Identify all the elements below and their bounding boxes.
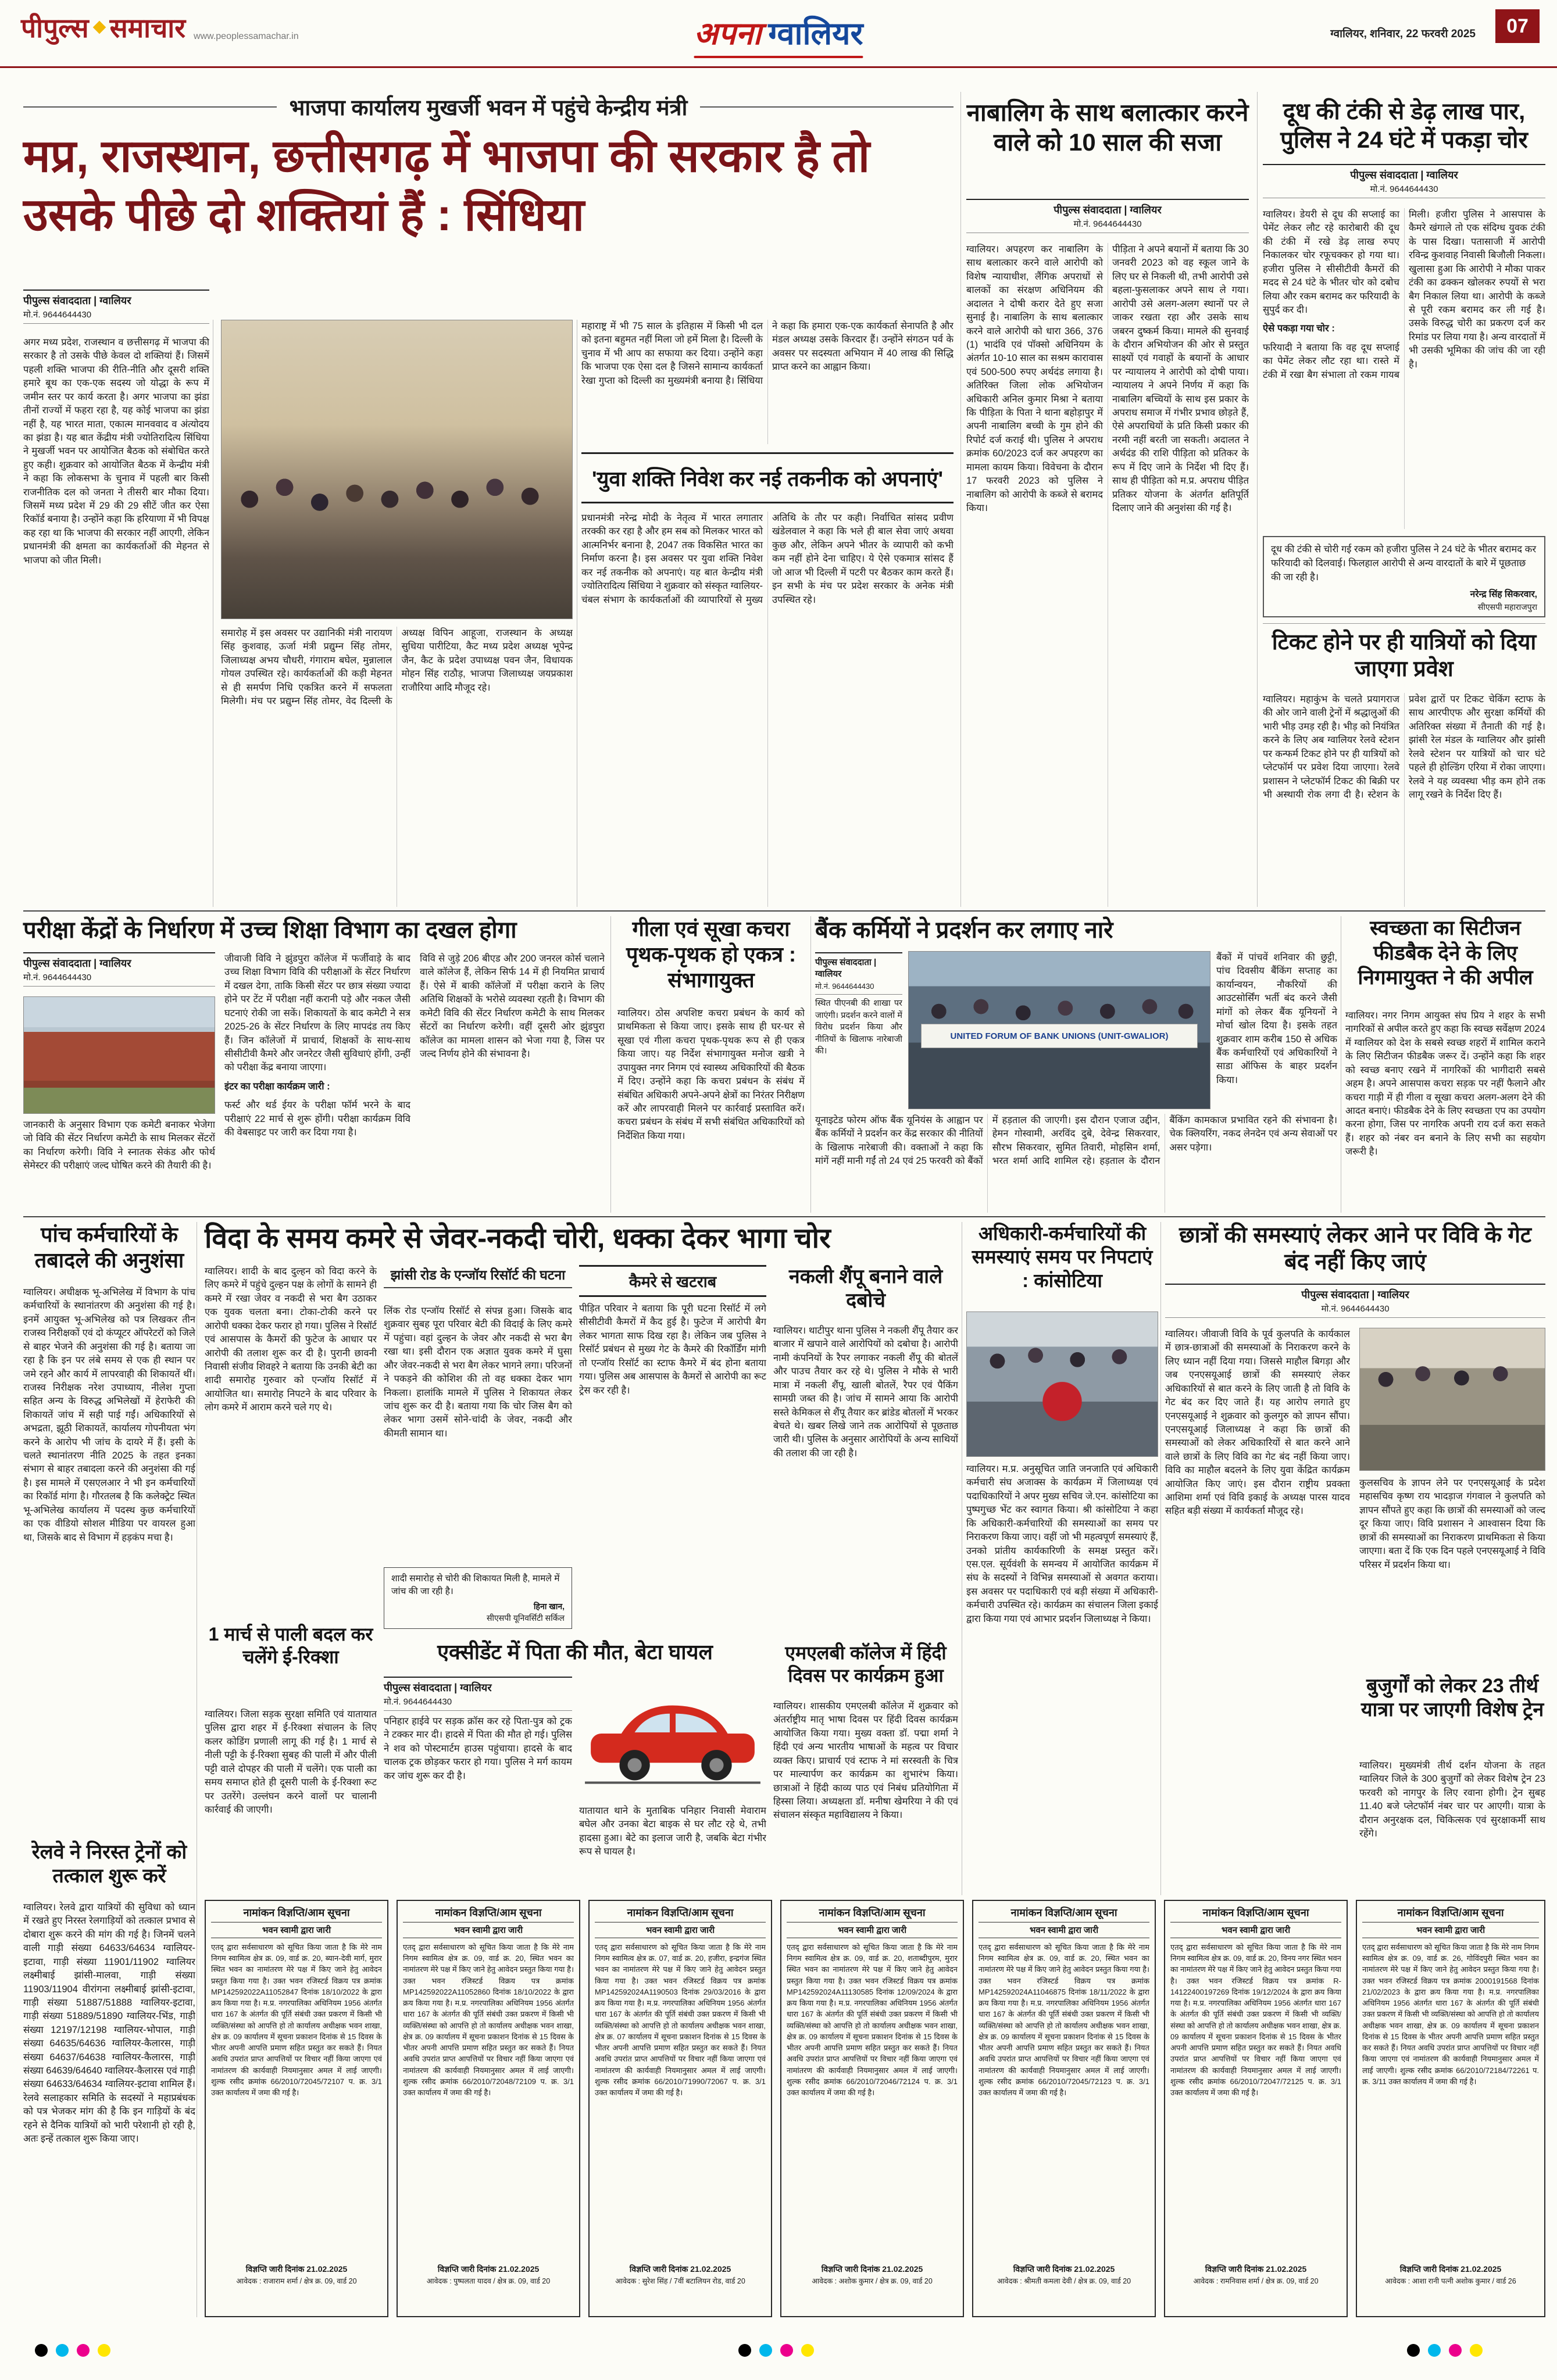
divider (1263, 623, 1545, 624)
edition-underline (694, 56, 863, 58)
reg-dot-black (1407, 2344, 1420, 2357)
classified-body: एतद् द्वारा सर्वसाधारण को सूचित किया जाता है कि मेरे नाम निगम स्वामित्व क्षेत्र क्र. 09, वार्ड क्र. 26, गोविंदपुरी स्थित भवन का नामांतरण मेरे पक्ष में किए जाने हेतु आवेदन प्रस्तुत किया गया है। उक्त भवन रजिस्टर्ड विक्रय पत्र क्रमांक 2000191568 दिनांक 21/02/2023 के द्वारा क्रय किया गया है। म.प्र. नगरपालिका अधिनियम 1956 अंतर्गत धारा 167 के अंतर्गत की पूर्ति संबंधी उक्त प्रकरण में किसी भी व्यक्ति/संस्था को आपत्ति हो तो कार्यालय अधीक्षक भवन शाखा, क्षेत्र क्र. 09 कार्यालय में सूचना प्रकाशन दिनांक से 15 दिवस के भीतर अपनी आपत्ति प्रमाण सहित प्रस्तुत कर सकते हैं। नियत अवधि उपरांत प्राप्त आपत्तियों पर विचार नहीं किया जाएगा एवं नामांतरण की कार्यवाही नियमानुसार अमल में लाई जाएगी। शुल्क रसीद क्रमांक 66/2010/72184/72261 प. क्र. 3/11 उक्त कार्यालय में जमा की गई है। (1362, 1943, 1539, 2086)
exam-body-col-3: विवि से जुड़े 206 बीएड और 200 जनरल कोर्स चलाने वाले कॉलेज हैं, लेकिन सिर्फ 14 में ही नियमित प्राचार्य हैं। ऐसे में बाकी कॉलेजों में परीक्षा कराने के लिए अतिथि शिक्षकों के भरोसे व्यवस्था रहती है। विभाग की कमेटी विवि की सेंटर निर्धारण कमेटी के साथ मिलकर सेंटरों का निर्धारण करेगी। वहीं दूसरी ओर झुंडपुरा कॉलेज का मामला शासन को भेजा गया है, जिस पर जल्द निर्णय होने की संभावना है। (420, 953, 605, 1059)
classified-body: एतद् द्वारा सर्वसाधारण को सूचित किया जाता है कि मेरे नाम निगम स्वामित्व क्षेत्र क्र. 07, वार्ड क्र. 20, हजीरा, इन्द्रगंज स्थित भवन का नामांतरण मेरे पक्ष में किए जाने हेतु आवेदन प्रस्तुत किया गया है। उक्त भवन रजिस्टर्ड विक्रय पत्र क्रमांक MP142592024A1190503 दिनांक 29/03/2016 के द्वारा क्रय किया गया है। म.प्र. नगरपालिका अधिनियम 1956 अंतर्गत धारा 167 के अंतर्गत की पूर्ति संबंधी उक्त प्रकरण में किसी भी व्यक्ति/संस्था को आपत्ति हो तो कार्यालय अधीक्षक भवन शाखा, क्षेत्र क्र. 07 कार्यालय में सूचना प्रकाशन दिनांक से 15 दिवस के भीतर अपनी आपत्ति प्रमाण सहित प्रस्तुत कर सकते हैं। नियत अवधि उपरांत प्राप्त आपत्तियों पर विचार नहीं किया जाएगा एवं नामांतरण की कार्यवाही नियमानुसार अमल में लाई जाएगी। शुल्क रसीद क्रमांक 66/2010/71990/72067 प. क्र. 3/1 उक्त कार्यालय में जमा की गई है। (595, 1943, 766, 2097)
edition-title (694, 10, 863, 58)
classified-applicant: आवेदक : पुष्पलता यादव / क्षेत्र क्र. 09, वार्ड 20 (426, 2277, 551, 2285)
students-body-col-2: कुलसचिव के ज्ञापन लेने पर एनएसयूआई के प्रदेश महासचिव कृष्ण राय भादड़ाज गंगवाल ने कुलपति को ज्ञापन सौंपते हुए कहा कि छात्रों की समस्याओं को जल्द दूर किया जाए। विवि प्रशासन ने आश्वासन दिया कि छात्रों की समस्याओं का निराकरण प्राथमिकता से किया जाएगा। बता दें कि एक दिन पहले एनएसयूआई ने विवि परिसर में प्रदर्शन किया था। (1359, 1478, 1545, 1570)
transfer-headline: पांच कर्मचारियों के तबादले की अनुशंसा (34, 1223, 184, 1272)
divider (610, 916, 611, 1213)
classified-subtitle: भवन स्वामी द्वारा जारी (595, 1922, 766, 1938)
pilgrim-headline: बुजुर्गों को लेकर 23 तीर्थ यात्रा पर जाएगी विशेष ट्रेन (1360, 1675, 1544, 1721)
byline-text: पीपुल्स संवाददाता | ग्वालियर (384, 1682, 492, 1693)
classified-box (1356, 1900, 1545, 2317)
ajaks-headline: अधिकारी-कर्मचारियों की समस्याएं समय पर निपटाएं : कांसोटिया (972, 1223, 1153, 1291)
waste-headline: गीला एवं सूखा कचरा पृथक-पृथक हो एकत्र : संभागायुक्त (626, 917, 797, 992)
accident-body-col-2: यातायात थाने के मुताबिक पनिहार निवासी मेवाराम बघेल और उनका बेटा बाइक से घर लौट रहे थे, तभी हादसा हुआ। बेटे का इलाज जारी है, जबकि बेटा गंभीर रूप से घायल है। (579, 1806, 766, 1857)
lead-kicker (23, 92, 954, 122)
website-url: www.peoplessamachar.in (194, 31, 299, 41)
paper-name-2: समाचार (109, 13, 186, 43)
edition-word-1: अपना (694, 16, 762, 51)
byline-phone: मो.नं. 9644644430 (1321, 1304, 1390, 1314)
bank-banner-text: UNITED FORUM OF BANK UNIONS (UNIT-GWALIOR) (921, 1024, 1198, 1048)
bank-side-col: बैंकों में पांचवें शनिवार की छुट्टी, पांच दिवसीय बैंकिंग सप्ताह का कार्यान्वयन, नौकरियों की आउटसोर्सिंग भर्ती बंद करने जैसी मांगों को लेकर बैंक यूनियनों ने मोर्चा खोल दिया है। इसके तहत शुक्रवार शाम करीब 150 से अधिक बैंक कर्मचारियों एवं अधिकारियों ने साडा ऑफिस के बाहर प्रदर्शन किया। (1216, 952, 1337, 1085)
note-text: शादी समारोह से चोरी की शिकायत मिली है, मामले में जांच की जा रही है। (391, 1574, 560, 1596)
classified-box (972, 1900, 1156, 2317)
quote-text: दूध की टंकी से चोरी गई रकम को हजीरा पुलिस ने 24 घंटे के भीतर बरामद कर फरियादी को दिलवाई। फिलहाल आरोपी से अन्य वारदातों के बारे में पूछताछ की जा रही है। (1271, 544, 1537, 583)
classified-applicant: आवेदक : रामनिवास शर्मा / क्षेत्र क्र. 09, वार्ड 20 (1193, 2277, 1319, 2285)
mlb-headline: एमएलबी कॉलेज में हिंदी दिवस पर कार्यक्रम हुआ (785, 1642, 947, 1686)
milk-body (1263, 208, 1545, 529)
exam-byline (23, 952, 215, 987)
swachh-headline: स्वच्छता का सिटीजन फीडबैक देने के लिए निगमायुक्त ने की अपील (1358, 917, 1533, 989)
byline-text: पीपुल्स संवाददाता | ग्वालियर (1350, 169, 1458, 181)
reg-dot-black (738, 2344, 751, 2357)
byline-phone: मो.नं. 9644644430 (23, 310, 92, 320)
masthead-logo (21, 9, 299, 45)
pilgrim-body: ग्वालियर। मुख्यमंत्री तीर्थ दर्शन योजना के तहत ग्वालियर जिले के 300 बुजुर्गों को लेकर विशेष ट्रेन 23 फरवरी को नागपुर के लिए रवाना होगी। ट्रेन सुबह 11.40 बजे प्लेटफॉर्म नंबर चार पर आएगी। यात्रा के दौरान अनुरक्षक दल, चिकित्सक एवं सुरक्षाकर्मी साथ रहेंगे। (1359, 1760, 1545, 1839)
students-byline (1165, 1284, 1545, 1318)
classified-applicant: आवेदक : आशा रानी पत्नी अशोक कुमार / वार्ड 26 (1385, 2277, 1516, 2285)
reg-dot-yellow (801, 2344, 814, 2357)
classified-body: एतद् द्वारा सर्वसाधारण को सूचित किया जाता है कि मेरे नाम निगम स्वामित्व क्षेत्र क्र. 09, वार्ड क्र. 20, स्थित भवन का नामांतरण मेरे पक्ष में किए जाने हेतु आवेदन प्रस्तुत किया गया है। उक्त भवन रजिस्टर्ड विक्रय पत्र क्रमांक MP142592024A11046875 दिनांक 18/11/2022 के द्वारा क्रय किया गया है। म.प्र. नगरपालिका अधिनियम 1956 अंतर्गत धारा 167 के अंतर्गत की पूर्ति संबंधी उक्त प्रकरण में किसी भी व्यक्ति/संस्था को आपत्ति हो तो कार्यालय अधीक्षक भवन शाखा, क्षेत्र क्र. 09 कार्यालय में सूचना प्रकाशन दिनांक से 15 दिवस के भीतर अपनी आपत्ति प्रमाण सहित प्रस्तुत कर सकते हैं। नियत अवधि उपरांत प्राप्त आपत्तियों पर विचार नहीं किया जाएगा एवं नामांतरण की कार्यवाही नियमानुसार अमल में लाई जाएगी। शुल्क रसीद क्रमांक 66/2010/72045/72123 प. क्र. 3/1 उक्त कार्यालय में जमा की गई है। (979, 1943, 1149, 2097)
lead-photo (221, 320, 573, 619)
exam-college-photo (23, 996, 215, 1114)
classified-footer-date: विज्ञप्ति जारी दिनांक 21.02.2025 (437, 2264, 540, 2274)
milk-headline: दूध की टंकी से डेढ़ लाख पार, पुलिस ने 24 घंटे में पकड़ा चोर (1280, 99, 1528, 153)
paragraph: ग्वालियर। डेयरी से दूध की सप्लाई का पेमेंट लेकर लौट रहे कारोबारी की दूध की टंकी में रखे डेढ़ लाख रुपए निकालकर चोर रफूचक्कर हो गया था। हजीरा पुलिस ने सीसीटीवी कैमरों की मदद से 24 घंटे के भीतर चोर को दबोच लिया और रकम बरामद कर फरियादी के सुपुर्द कर दी। (1263, 209, 1399, 315)
paragraph: फरियादी ने बताया कि वह दूध सप्लाई का पेमेंट लेकर लौट रहा था। रास्ते में टंकी में रखा बैग संभाला तो रकम गायब मिली। हजीरा पुलिस ने आसपास के कैमरे खंगाले तो एक संदिग्ध युवक टंकी के पास दिखा। पतासाजी में आरोपी रविन्द्र कुशवाह निवासी बिजौली निकला। खुलासा हुआ कि आरोपी ने मौका पाकर टंकी का ढक्कन खोलकर रुपयों से भरा बैग निकाल लिया था। आरोपी के कब्जे से पूरी रकम बरामद कर ली गई है। उसके विरुद्ध चोरी का प्रकरण दर्ज कर रिमांड पर लिया गया है। अन्य वारदातों में भी उसकी भूमिका की जांच की जा रही है। (1263, 209, 1545, 380)
classified-box (780, 1900, 964, 2317)
classified-footer-date: विज्ञप्ति जारी दिनांक 21.02.2025 (1205, 2264, 1307, 2274)
classified-body: एतद् द्वारा सर्वसाधारण को सूचित किया जाता है कि मेरे नाम निगम स्वामित्व क्षेत्र क्र. 09, वार्ड क्र. 20, स्थित भवन का नामांतरण मेरे पक्ष में किए जाने हेतु आवेदन प्रस्तुत किया गया है। उक्त भवन रजिस्टर्ड विक्रय पत्र क्रमांक MP142592022A11052860 दिनांक 18/10/2022 के द्वारा क्रय किया गया है। म.प्र. नगरपालिका अधिनियम 1956 अंतर्गत धारा 167 के अंतर्गत की पूर्ति संबंधी उक्त प्रकरण में किसी भी व्यक्ति/संस्था को आपत्ति हो तो कार्यालय अधीक्षक भवन शाखा, क्षेत्र क्र. 09 कार्यालय में सूचना प्रकाशन दिनांक से 15 दिवस के भीतर अपनी आपत्ति प्रमाण सहित प्रस्तुत कर सकते हैं। नियत अवधि उपरांत प्राप्त आपत्तियों पर विचार नहीं किया जाएगा एवं नामांतरण की कार्यवाही नियमानुसार अमल में लाई जाएगी। शुल्क रसीद क्रमांक 66/2010/72048/72109 प. क्र. 3/1 उक्त कार्यालय में जमा की गई है। (403, 1943, 574, 2097)
accident-headline: एक्सीडेंट में पिता की मौत, बेटा घायल (437, 1640, 713, 1664)
quote-signature (1271, 588, 1537, 613)
masthead-rule (0, 66, 1557, 68)
transfer-body: ग्वालियर। अधीक्षक भू-अभिलेख में विभाग के पांच कर्मचारियों के स्थानांतरण की अनुशंसा की गई है। इनमें आयुक्त भू-अभिलेख को पत्र लिखकर तीन राजस्व निरीक्षकों एवं दो कंप्यूटर ऑपरेटरों को जिले से बाहर भेजने की अनुशंसा की गई है। बताया जा रहा है कि इन पर लंबे समय से एक ही स्थान पर जमे रहने और कार्य में लापरवाही की शिकायतें थीं। राजस्व निरीक्षक नरेश उपाध्याय, नीलेश गुप्ता सहित अन्य के विरुद्ध अभिलेखों में हेराफेरी की शिकायतें जांच में सही पाई गईं। अधिकारियों से अभद्रता, झूठी शिकायतें, कार्यालय गोपनीयता भंग करने के आरोप भी जांच के दायरे में हैं। इसी के चलते स्थानांतरण नीति 2025 के तहत इनका संभाग से बाहर तबादला करने की अनुशंसा की गई है। इस मामले में एसएलआर ने भी इन कर्मचारियों का रिकॉर्ड मांगा है। गौरतलब है कि कलेक्ट्रेट स्थित भू-अभिलेख कार्यालय में पदस्थ कुछ कर्मचारियों का एक वीडियो सोशल मीडिया पर वायरल हुआ था, जिसके बाद से विभाग में हड़कंप मचा है। (23, 1287, 195, 1543)
students-body-col-1: ग्वालियर। जीवाजी विवि के पूर्व कुलपति के कार्यकाल में छात्र-छात्राओं की समस्याओं के निराकरण करने के लिए ध्यान नहीं दिया गया। जिससे माहौल बिगड़ा और जब एनएसयूआई छात्रों की समस्याएं लेकर अधिकारियों से बात करने के लिए जाती है तो विवि के गेट बंद कर दिए जाते हैं। यह आरोप लगाते हुए एनएसयूआई ने शुक्रवार को कुलगुरु को ज्ञापन सौंपा। एनएसयूआई जिलाध्यक्ष ने कहा कि छात्रों की समस्याओं को लेकर अधिकारियों से बात करने आने वाले छात्रों के लिए विवि का गेट बंद नहीं किया जाए। विवि का माहौल बदलने के लिए युवा केंद्रित कार्यक्रम आयोजित किए जाएं। इस दौरान राष्ट्रीय प्रवक्ता आशिमा शर्मा एवं विवि इकाई के अध्यक्ष पारस यादव सहित बड़ी संख्या में कार्यकर्ता मौजूद रहे। (1165, 1329, 1350, 1517)
classified-subtitle: भवन स्वामी द्वारा जारी (1362, 1922, 1539, 1938)
reg-dot-yellow (1470, 2344, 1483, 2357)
classified-title: नामांकन विज्ञप्ति/आम सूचना (595, 1906, 766, 1922)
bank-byline (815, 952, 902, 995)
classified-box (588, 1900, 772, 2317)
paragraph: ग्वालियर। अपहरण कर नाबालिग के साथ बलात्कार करने वाले आरोपी को विशेष न्यायाधीश, लैंगिक अपराधों से बालकों का संरक्षण अधिनियम की अदालत ने दोषी करार देते हुए सजा सुनाई है। नाबालिग के साथ बलात्कार करने वाले आरोपी को धारा 366, 376 (1) भादंवि एवं पॉक्सो अधिनियम के अंतर्गत 10-10 साल का सश्रम कारावास एवं 500-500 रुपए अर्थदंड लगाया है। अतिरिक्त जिला लोक अभियोजन अधिकारी अनिल कुमार मिश्रा ने बताया कि पीड़िता के पिता ने थाना बहोड़ापुर में अपनी नाबालिग बच्ची के गुम होने की रिपोर्ट दर्ज कराई थी। पुलिस ने अपराध क्रमांक 60/2023 दर्ज कर अपहरण का मामला कायम किया। विवेचना के दौरान 17 फरवरी 2023 को पुलिस ने नाबालिग को आरोपी के कब्जे से बरामद किया। (966, 244, 1103, 514)
paragraph: पीड़िता ने अपने बयानों में बताया कि 30 जनवरी 2023 को वह स्कूल जाने के लिए घर से निकली थी, तभी आरोपी उसे बहला-फुसलाकर अपने साथ ले गया। आरोपी उसे अलग-अलग स्थानों पर ले जाकर रखता रहा और उसके साथ जबरन दुष्कर्म किया। मामले की सुनवाई के दौरान अभियोजन की ओर से प्रस्तुत साक्ष्यों एवं गवाहों के बयानों के आधार पर न्यायालय ने आरोपी को दोषी पाया। न्यायालय ने अपने निर्णय में कहा कि नाबालिग बच्चियों के साथ इस प्रकार के अपराध समाज में गंभीर प्रभाव छोड़ते हैं, ऐसे अपराधियों के प्रति किसी प्रकार की नरमी नहीं बरती जा सकती। अदालत ने अर्थदंड की राशि पीड़िता को प्रतिकर के रूप में दिए जाने के निर्देश भी दिए हैं। साथ ही पीड़िता को म.प्र. अपराध पीड़ित प्रतिकर योजना के अंतर्गत क्षतिपूर्ति दिलाए जाने की अनुशंसा की गई है। (1112, 244, 1249, 514)
paper-name-1: पीपुल्स (21, 13, 89, 43)
classified-title: नामांकन विज्ञप्ति/आम सूचना (403, 1906, 574, 1922)
swachh-body: ग्वालियर। नगर निगम आयुक्त संघ प्रिय ने शहर के सभी नागरिकों से अपील करते हुए कहा कि स्वच्छ सर्वेक्षण 2024 में ग्वालियर को देश के सबसे स्वच्छ शहरों में शामिल कराने के लिए सिटीजन फीडबैक जरूर दें। उन्होंने कहा कि शहर को स्वच्छ बनाए रखने में नागरिकों की भागीदारी सबसे अहम है। अपने आसपास कचरा सड़क पर नहीं फैलाने और कचरा गाड़ी में ही गीला व सूखा कचरा अलग-अलग देने की आदत बनाएं। फीडबैक देने के लिए स्वच्छता एप का उपयोग करना होगा, जिस पर नागरिक अपनी राय दर्ज करा सकते हैं। शहर को नंबर वन बनाने के लिए सभी का सहयोग जरूरी है। (1345, 1010, 1545, 1157)
byline-phone: मो.नं. 9644644430 (23, 973, 92, 982)
ticket-headline: टिकट होने पर ही यात्रियों को दिया जाएगा प्रवेश (1272, 630, 1537, 682)
byline-phone: मो.नं. 9644644430 (1073, 219, 1142, 229)
classified-box (205, 1900, 388, 2317)
classified-applicant: आवेदक : अशोक कुमार / क्षेत्र क्र. 09, वार्ड 20 (812, 2277, 933, 2285)
students-photo (1359, 1328, 1545, 1471)
sign-name: हिना खान, (533, 1602, 565, 1611)
ajaks-body: ग्वालियर। म.प्र. अनुसूचित जाति जनजाति एवं अधिकारी कर्मचारी संघ अजाक्स के कार्यक्रम में जिलाध्यक्ष एवं पदाधिकारियों ने अपर मुख्य सचिव जे.एन. कांसोटिया का पुष्पगुच्छ भेंट कर स्वागत किया। श्री कांसोटिया ने कहा कि अधिकारी-कर्मचारियों की समस्याओं का समय पर निराकरण किया जाए। वहीं जो भी महत्वपूर्ण समस्याएं हैं, उनको प्रांतीय कार्यकारिणी के समक्ष प्रस्तुत करें। एस.एल. सूर्यवंशी के समन्वय में आयोजित कार्यक्रम में संघ के सदस्यों ने विभिन्न समस्याओं से अवगत कराया। इस अवसर पर पदाधिकारी एवं बड़ी संख्या में अधिकारी-कर्मचारी उपस्थित रहे। कार्यक्रम का संचालन जिला इकाई द्वारा किया गया एवं आभार प्रदर्शन जिलाध्यक्ष ने किया। (966, 1464, 1158, 1624)
divider (960, 92, 961, 907)
bank-headline: बैंक कर्मियों ने प्रदर्शन कर लगाए नारे (815, 917, 1113, 943)
paragraph: जीवाजी विवि ने झुंडपुरा कॉलेज में फर्जीवाड़े के बाद उच्च शिक्षा विभाग विवि की परीक्षाओं के सेंटर निर्धारण में दखल देगा, ताकि किसी सेंटर पर छात्र संख्या ज्यादा होने पर टेंट में परीक्षा नहीं करानी पड़े और नकल जैसी घटनाएं रोकी जा सकें। शिकायतों के बाद कमेटी ने सत्र 2025-26 के सेंटर निर्धारण के लिए मापदंड तय किए हैं। जिन कॉलेजों में प्राचार्य, शिक्षकों के साथ-साथ सीसीटीवी कैमरे और जनरेटर जैसी सुविधाएं होंगी, उन्हीं को परीक्षा केंद्र बनाया जाएगा। (224, 953, 410, 1073)
bank-left-snippet: स्थित पीएनबी की शाखा पर जाएंगी। प्रदर्शन करने वालों में विरोध प्रदर्शन किया और नीतियों के खिलाफ नारेबाजी की। (815, 999, 902, 1056)
classified-footer-date: विज्ञप्ति जारी दिनांक 21.02.2025 (1013, 2264, 1115, 2274)
divider (1257, 92, 1258, 907)
kicker-rule-left (23, 106, 277, 108)
lead-headline: मप्र, राजस्थान, छत्तीसगढ़ में भाजपा की सरकार है तो उसके पीछे दो शक्तियां हैं : सिंधिया (23, 130, 870, 241)
lead-body-col-2: महाराष्ट्र में भी 75 साल के इतिहास में किसी भी दल को इतना बहुमत नहीं मिला जो हमें मिला है। दिल्ली के चुनाव में भी आप का सफाया कर दिया। उन्होंने कहा कि भाजपा एक ऐसा दल है जिसने सामान्य कार्यकर्ता रेखा गुप्ता को दिल्ली का मुख्यमंत्री बनाया है। सिंधिया ने कहा कि हमारा एक-एक कार्यकर्ता सेनापति है और मंडल अध्यक्ष उसके किरदार हैं। उन्होंने संगठन पर्व के अवसर पर सदस्यता अभियान में 40 लाख की सिद्धि प्राप्त करने का आह्वान किया। (581, 321, 954, 386)
classified-applicant: आवेदक : श्रीमती कमला देवी / क्षेत्र क्र. 09, वार्ड 20 (997, 2277, 1131, 2285)
classified-body: एतद् द्वारा सर्वसाधारण को सूचित किया जाता है कि मेरे नाम निगम स्वामित्व क्षेत्र क्र. 09, वार्ड क्र. 20, ब्यान-देवी मार्ग, मुरार स्थित भवन का नामांतरण मेरे पक्ष में किए जाने हेतु आवेदन प्रस्तुत किया गया है। उक्त भवन रजिस्टर्ड विक्रय पत्र क्रमांक MP142592022A11052847 दिनांक 18/10/2022 के द्वारा क्रय किया गया है। म.प्र. नगरपालिका अधिनियम 1956 अंतर्गत धारा 167 के अंतर्गत की पूर्ति संबंधी उक्त प्रकरण में किसी भी व्यक्ति/संस्था को आपत्ति हो तो कार्यालय अधीक्षक भवन शाखा, क्षेत्र क्र. 09 कार्यालय में सूचना प्रकाशन दिनांक से 15 दिवस के भीतर अपनी आपत्ति प्रमाण सहित प्रस्तुत कर सकते हैं। नियत अवधि उपरांत प्राप्त आपत्तियों पर विचार नहीं किया जाएगा एवं नामांतरण की कार्यवाही नियमानुसार अमल में लाई जाएगी। शुल्क रसीद क्रमांक 66/2010/72045/72107 प. क्र. 3/1 उक्त कार्यालय में जमा की गई है। (211, 1943, 382, 2097)
classified-subtitle: भवन स्वामी द्वारा जारी (787, 1922, 958, 1938)
classified-applicant: आवेदक : सुरेश सिंह / 7वीं बटालियन रोड, वार्ड 20 (615, 2277, 745, 2285)
diamond-icon (92, 21, 106, 34)
byline-phone: मो.नं. 9644644430 (384, 1697, 452, 1707)
page-number: 07 (1495, 9, 1540, 43)
dateline: ग्वालियर, शनिवार, 22 फरवरी 2025 (1330, 28, 1476, 40)
classified-title: नामांकन विज्ञप्ति/आम सूचना (1362, 1906, 1539, 1922)
ajaks-bouquet-photo (966, 1311, 1158, 1457)
reg-dot-cyan (1428, 2344, 1441, 2357)
railway-headline: रेलवे ने निरस्त ट्रेनों को तत्काल शुरू करें (31, 1841, 187, 1888)
classified-footer-date: विज्ञप्ति जारी दिनांक 21.02.2025 (245, 2264, 348, 2274)
sign-name: नरेन्द्र सिंह सिकरवार, (1470, 589, 1537, 599)
wedding-body-col-3: पीड़ित परिवार ने बताया कि पूरी घटना रिसॉर्ट में लगे सीसीटीवी कैमरों में कैद हुई है। फुटेज में आरोपी बैग लेकर भागता साफ दिख रहा है। लेकिन जब पुलिस ने रिसॉर्ट प्रबंधन से मुख्य गेट के कैमरे की रिकॉर्डिंग मांगी तो एन्जॉय रिसॉर्ट का स्टाफ कैमरे में बंद होना बताया गया। पुलिस अब आसपास के कैमरों से आरोपी का रूट ट्रेस कर रही है। (579, 1303, 766, 1396)
reg-dot-cyan (56, 2344, 69, 2357)
note-signature (391, 1601, 565, 1624)
byline-text: पीपुल्स संवाददाता | ग्वालियर (815, 957, 877, 979)
classified-footer-date: विज्ञप्ति जारी दिनांक 21.02.2025 (629, 2264, 731, 2274)
wedding-note-box (384, 1567, 572, 1629)
bold-lead-in: ऐसे पकड़ा गया चोर : (1263, 323, 1335, 334)
classified-title: नामांकन विज्ञप्ति/आम सूचना (1170, 1906, 1341, 1922)
byline-text: पीपुल्स संवाददाता | ग्वालियर (1301, 1289, 1409, 1300)
lead-body-col-3: प्रधानमंत्री नरेन्द्र मोदी के नेतृत्व में भारत लगातार तरक्की कर रहा है और हम सब को मिलकर भारत को आत्मनिर्भर बनाना है, 2047 तक विकसित भारत का निर्माण करना है। इस अवसर पर युवा शक्ति निवेश कर नई तकनीक को अपनाएं। यह बात केन्द्रीय मंत्री ज्योतिरादित्य सिंधिया ने शुक्रवार को संस्कृत ग्वालियर-चंबल संभाग के कार्यकर्ताओं की व्यापारियों से मुख्य अतिथि के तौर पर कही। निर्वाचित सांसद प्रवीण खंडेलवाल ने कहा कि भले ही बाल सेवा जाएं अथवा कुछ और, लेकिन अपने भीतर के व्यापारी को कभी कम नहीं होने देना चाहिए। ये ऐसे एकमात्र सांसद हैं जो आज भी दिल्ली में पटरी पर बैठकर काम करते हैं। इन सभी के मंच पर प्रदेश सरकार के अनेक मंत्री उपस्थित रहे। (581, 513, 954, 605)
classified-subtitle: भवन स्वामी द्वारा जारी (211, 1922, 382, 1938)
accident-car-illustration (579, 1677, 766, 1800)
shampoo-body: ग्वालियर। थाटीपुर थाना पुलिस ने नकली शैंपू तैयार कर बाजार में खपाने वाले आरोपियों को दबोचा है। आरोपी नामी कंपनियों के रैपर लगाकर नकली शैंपू की बोतलें और पाउच तैयार कर रहे थे। पुलिस ने मौके से भारी मात्रा में नकली शैंपू, खाली बोतलें, रैपर एवं पैकिंग सामग्री जब्त की है। जांच में सामने आया कि आरोपी सस्ते केमिकल से शैंपू तैयार कर ब्रांडेड बोतलों में भरकर बेचते थे। खबर लिखे जाने तक आरोपियों से पूछताछ जारी थी। पुलिस के अनुसार आरोपियों के अन्य साथियों की तलाश की जा रही है। (773, 1325, 958, 1459)
classified-body: एतद् द्वारा सर्वसाधारण को सूचित किया जाता है कि मेरे नाम निगम स्वामित्व क्षेत्र क्र. 09, वार्ड क्र. 20, शताब्दीपुरम, मुरार स्थित भवन का नामांतरण मेरे पक्ष में किए जाने हेतु आवेदन प्रस्तुत किया गया है। उक्त भवन रजिस्टर्ड विक्रय पत्र क्रमांक MP142592024A11130585 दिनांक 12/09/2024 के द्वारा क्रय किया गया है। म.प्र. नगरपालिका अधिनियम 1956 अंतर्गत धारा 167 के अंतर्गत की पूर्ति संबंधी उक्त प्रकरण में किसी भी व्यक्ति/संस्था को आपत्ति हो तो कार्यालय अधीक्षक भवन शाखा, क्षेत्र क्र. 09 कार्यालय में सूचना प्रकाशन दिनांक से 15 दिवस के भीतर अपनी आपत्ति प्रमाण सहित प्रस्तुत कर सकते हैं। नियत अवधि उपरांत प्राप्त आपत्तियों पर विचार नहीं किया जाएगा एवं नामांतरण की कार्यवाही नियमानुसार अमल में लाई जाएगी। शुल्क रसीद क्रमांक 66/2010/72046/72124 प. क्र. 3/1 उक्त कार्यालय में जमा की गई है। (787, 1943, 958, 2097)
reg-dot-magenta (780, 2344, 793, 2357)
classified-title: नामांकन विज्ञप्ति/आम सूचना (787, 1906, 958, 1922)
waste-body: ग्वालियर। ठोस अपशिष्ट कचरा प्रबंधन के कार्य को प्राथमिकता से किया जाए। इसके साथ ही घर-घर से सूखा एवं गीला कचरा पृथक-पृथक रूप से ही एकत्र किया जाए। यह निर्देश संभागायुक्त मनोज खत्री ने उपायुक्त नगर निगम एवं स्वास्थ्य अधिकारियों की बैठक में दिए। उन्होंने कहा कि कचरा प्रबंधन के संबंध में संबंधित अधिकारी अपने-अपने क्षेत्रों का निरंतर निरीक्षण करें और लापरवाही मिलने पर कार्रवाई प्रस्तावित करें। कचरा प्रबंधन के संबंध में सभी संबंधित अधिकारियों को निर्देशित किया गया। (617, 1008, 805, 1141)
minor-byline (966, 199, 1249, 233)
minor-body (966, 243, 1249, 907)
divider (810, 916, 811, 1213)
shampoo-headline: नकली शैंपू बनाने वाले दबोचे (788, 1266, 943, 1312)
byline-text: पीपुल्स संवाददाता | ग्वालियर (23, 957, 131, 969)
byline-phone: मो.नं. 9644644430 (815, 982, 874, 991)
classified-title: नामांकन विज्ञप्ति/आम सूचना (979, 1906, 1149, 1922)
edition-word-2: ग्वालियर (768, 16, 863, 51)
minor-headline: नाबालिग के साथ बलात्कार करने वाले को 10 साल की सजा (966, 99, 1249, 156)
classified-title: नामांकन विज्ञप्ति/आम सूचना (211, 1906, 382, 1922)
sign-title: सीएसपी यूनिवर्सिटी सर्किल (486, 1613, 565, 1623)
lead-byline (23, 290, 209, 324)
divider (1160, 1222, 1161, 1895)
divider (23, 910, 1545, 912)
reg-dot-black (35, 2344, 48, 2357)
sign-title: सीएसपी महाराजपुरा (1477, 602, 1537, 612)
kicker-rule-right (700, 106, 954, 108)
wedding-body-col-1: ग्वालियर। शादी के बाद दुल्हन को विदा करने के लिए कमरे में पहुंचे दुल्हन पक्ष के लोगों के सामने ही कमरे में रखा जेवर व नकदी से भरा बैग उठाकर एक युवक चलता बना। टोका-टोकी करने पर आरोपी धक्का देकर फरार हो गया। पुलिस ने रिसॉर्ट एवं आसपास के कैमरों की फुटेज के आधार पर आरोपी की तलाश शुरू कर दी है। पुरानी छावनी निवासी संजीव शिवहरे ने बताया कि उनकी बेटी का शादी समारोह गुरुवार को एन्जॉय रिसॉर्ट में आयोजित था। समारोह निपटने के बाद परिवार के लोग कमरे में आराम करने चले गए थे। (205, 1266, 377, 1413)
reg-dot-yellow (98, 2344, 110, 2357)
classified-footer-date: विज्ञप्ति जारी दिनांक 21.02.2025 (1399, 2264, 1502, 2274)
kicker-text: भाजपा कार्यालय मुखर्जी भवन में पहुंचे केन्द्रीय मंत्री (289, 96, 688, 120)
byline-text: पीपुल्स संवाददाता | ग्वालियर (23, 295, 131, 306)
bold-lead-in: इंटर का परीक्षा कार्यक्रम जारी : (224, 1081, 330, 1092)
bank-bottom-cols: यूनाइटेड फोरम ऑफ बैंक यूनियंस के आह्वान पर बैंक कर्मियों ने प्रदर्शन कर केंद्र सरकार की नीतियों के खिलाफ नारेबाजी की। वक्ताओं ने कहा कि मांगें नहीं मानी गईं तो 24 एवं 25 फरवरी को बैंकों में हड़ताल की जाएगी। इस दौरान एजाज उद्दीन, हेमन गोस्वामी, अरविंद दुबे, देवेन्द्र सिकरवार, सौरभ सिकरवार, सुमित तिवारी, मोहसिन शर्मा, भरत शर्मा आदि शामिल रहे। हड़ताल के दौरान बैंकिंग कामकाज प्रभावित रहने की संभावना है। चेक क्लियरिंग, नकद लेनदेन एवं अन्य सेवाओं पर असर पड़ेगा। (815, 1115, 1337, 1167)
car-icon (579, 1677, 766, 1800)
classified-box (1164, 1900, 1348, 2317)
classified-footer-date: विज्ञप्ति जारी दिनांक 21.02.2025 (821, 2264, 923, 2274)
classified-box (397, 1900, 580, 2317)
divider (23, 1216, 1545, 1217)
lead-body-col-1: अगर मध्य प्रदेश, राजस्थान व छत्तीसगढ़ में भाजपा की सरकार है तो उसके पीछे केवल दो शक्तियां हैं। जिसमें पहली शक्ति भाजपा की रीति-नीति और दूसरी शक्ति हमारे बूथ का एक-एक सदस्य जो योद्धा के रूप में जमीन स्तर पर कार्य करता है। अगर भाजपा का झंडा तीनों राज्यों में फहरा रहा है, यह कोई भाजपा का झंडा नहीं है, यह भारत माता, एकात्म मानववाद व अंत्योदय का झंडा है। यह बात केंद्रीय मंत्री ज्योतिरादित्य सिंधिया ने मुखर्जी भवन पर आयोजित बैठक को संबोधित करते हुए कही। शुक्रवार को आयोजित बैठक में केन्द्रीय मंत्री ने कहा कि लोकसभा के चुनाव में पहली बार किसी राजनीतिक दल को जनता ने तीसरी बार मौका दिया। जिसमें मध्य प्रदेश में 29 की 29 सीटें जीत कर ऐसा रिकॉर्ड बनाया है। उन्होंने कहा कि हरियाणा में भी विपक्ष कह रहा था कि भाजपा की सरकार नहीं आएगी, लेकिन प्रधानमंत्री की क्षमता का कार्यकर्ताओं की मेहनत से भाजपा को जीत मिली। (23, 337, 209, 566)
reg-dot-cyan (759, 2344, 772, 2357)
byline-phone: मो.नं. 9644644430 (1370, 184, 1438, 194)
registration-marks-right (1407, 2344, 1483, 2357)
accident-byline (384, 1677, 572, 1711)
registration-marks-left (35, 2344, 110, 2357)
classified-subtitle: भवन स्वामी द्वारा जारी (403, 1922, 574, 1938)
wedding-subhead: झांसी रोड के एन्जॉय रिसॉर्ट की घटना (384, 1265, 572, 1288)
lead-body-below-photo: समारोह में इस अवसर पर उद्यानिकी मंत्री नारायण सिंह कुशवाह, ऊर्जा मंत्री प्रद्युम्न सिंह तोमर, जिलाध्यक्ष अभय चौधरी, गंगाराम बघेल, मुन्नालाल गोयल उपस्थित रहे। कार्यकर्ताओं की कड़ी मेहनत से ही समर्पण निधि एकत्रित करने में सफलता मिलेगी। मंच पर प्रद्युम्न सिंह तोमर, वेद दिल्ली के अध्यक्ष विपिन आहूजा, राजस्थान के अध्यक्ष सुधिया पारीटिया, कैट मध्य प्रदेश अध्यक्ष भूपेन्द्र जैन, कैट के प्रदेश उपाध्यक्ष पवन जैन, विधायक मोहन सिंह राठौड़, भाजपा जिलाध्यक्ष जयप्रकाश राजौरिया आदि मौजूद रहे। (221, 628, 573, 707)
bank-protest-photo (908, 951, 1210, 1109)
classified-body: एतद् द्वारा सर्वसाधारण को सूचित किया जाता है कि मेरे नाम निगम स्वामित्व क्षेत्र क्र. 09, वार्ड क्र. 20, विनय नगर स्थित भवन का नामांतरण मेरे पक्ष में किए जाने हेतु आवेदन प्रस्तुत किया गया है। उक्त भवन रजिस्टर्ड विक्रय पत्र क्रमांक R-14122400197269 दिनांक 19/12/2024 के द्वारा क्रय किया गया है। म.प्र. नगरपालिका अधिनियम 1956 अंतर्गत धारा 167 के अंतर्गत की पूर्ति संबंधी उक्त प्रकरण में किसी भी व्यक्ति/संस्था को आपत्ति हो तो कार्यालय अधीक्षक भवन शाखा, क्षेत्र क्र. 09 कार्यालय में सूचना प्रकाशन दिनांक से 15 दिवस के भीतर अपनी आपत्ति प्रमाण सहित प्रस्तुत कर सकते हैं। नियत अवधि उपरांत प्राप्त आपत्तियों पर विचार नहीं किया जाएगा एवं नामांतरण की कार्यवाही नियमानुसार अमल में लाई जाएगी। शुल्क रसीद क्रमांक 66/2010/72047/72125 प. क्र. 3/1 उक्त कार्यालय में जमा की गई है। (1170, 1943, 1341, 2097)
lead-quote-subhead: 'युवा शक्ति निवेश कर नई तकनीक को अपनाएं' (581, 452, 954, 503)
classified-subtitle: भवन स्वामी द्वारा जारी (1170, 1922, 1341, 1938)
classified-applicant: आवेदक : राजाराम शर्मा / क्षेत्र क्र. 09, वार्ड 20 (236, 2277, 357, 2285)
rickshaw-headline: 1 मार्च से पाली बदल कर चलेंगे ई-रिक्शा (208, 1624, 373, 1668)
reg-dot-magenta (77, 2344, 90, 2357)
ticket-body: ग्वालियर। महाकुंभ के चलते प्रयागराज की ओर जाने वाली ट्रेनों में श्रद्धालुओं की भारी भीड़ उमड़ रही है। भीड़ को नियंत्रित करने के लिए अब ग्वालियर रेलवे स्टेशन पर कन्फर्म टिकट होने पर ही यात्रियों को प्लेटफॉर्म पर प्रवेश दिया जाएगा। रेलवे प्रशासन ने प्लेटफॉर्म टिकट की बिक्री पर भी अस्थायी रोक लगा दी है। स्टेशन के प्रवेश द्वारों पर टिकट चेकिंग स्टाफ के साथ आरपीएफ और सुरक्षा कर्मियों की अतिरिक्त संख्या में तैनाती की गई है। झांसी रेल मंडल के ग्वालियर और झांसी रेलवे स्टेशन पर यात्रियों को चार घंटे पहले ही होल्डिंग एरिया में रोका जाएगा। रेलवे ने यह व्यवस्था भीड़ कम होने तक लागू रखने के निर्देश दिए हैं। (1263, 694, 1545, 800)
milk-quote-box (1263, 536, 1545, 617)
mlb-body: ग्वालियर। शासकीय एमएलबी कॉलेज में शुक्रवार को अंतर्राष्ट्रीय मातृ भाषा दिवस पर हिंदी दिवस कार्यक्रम आयोजित किया गया। मुख्य वक्ता डॉ. पद्मा शर्मा ने हिंदी एवं अन्य भारतीय भाषाओं के महत्व पर विचार व्यक्त किए। प्राचार्य एवं स्टाफ ने मां सरस्वती के चित्र पर माल्यार्पण कर कार्यक्रम का शुभारंभ किया। छात्राओं ने हिंदी काव्य पाठ एवं निबंध प्रतियोगिता में हिस्सा लिया। अध्यक्षता डॉ. मनीषा खेमरिया ने की एवं संचालन संस्कृत महाविद्यालय ने किया। (773, 1701, 958, 1821)
railway-body: ग्वालियर। रेलवे द्वारा यात्रियों की सुविधा को ध्यान में रखते हुए निरस्त रेलगाड़ियों को तत्काल प्रभाव से दोबारा शुरू करने की मांग की गई है। जिनमें चलने वाली गाड़ी संख्या 64633/64634 ग्वालियर-इटावा, गाड़ी संख्या 11901/11902 ग्वालियर लक्ष्मीबाई झांसी-मालवा, गाड़ी संख्या 11903/11904 वीरांगना लक्ष्मीबाई झांसी-इटावा, गाड़ी संख्या 51887/51888 ग्वालियर-इटावा, गाड़ी संख्या 51889/51890 ग्वालियर-भिंड, गाड़ी संख्या 12197/12198 ग्वालियर-भोपाल, गाड़ी संख्या 64635/64636 ग्वालियर-कैलारस, गाड़ी संख्या 64637/64638 ग्वालियर-कैलारस, गाड़ी संख्या 64639/64640 ग्वालियर-कैलारस एवं गाड़ी संख्या 64633/64634 ग्वालियर-इटावा शामिल हैं। रेलवे सलाहकार समिति के सदस्यों ने महाप्रबंधक को पत्र भेजकर मांग की है कि इन गाड़ियों के बंद रहने से दैनिक यात्रियों को भारी परेशानी हो रही है, अतः इन्हें तत्काल शुरू किया जाए। (23, 1902, 195, 2145)
milk-byline (1263, 164, 1545, 198)
byline-text: पीपुल्स संवाददाता | ग्वालियर (1054, 204, 1162, 216)
registration-marks-center (738, 2344, 814, 2357)
classified-subtitle: भवन स्वामी द्वारा जारी (979, 1922, 1149, 1938)
rickshaw-body: ग्वालियर। जिला सड़क सुरक्षा समिति एवं यातायात पुलिस द्वारा शहर में ई-रिक्शा संचालन के लिए कलर कोडिंग प्रणाली लागू की गई है। 1 मार्च से नीली पट्टी के ई-रिक्शा सुबह की पाली में और पीली पट्टी वाले दोपहर की पाली में चलेंगे। एक पाली का समय समाप्त होते ही दूसरी पाली के ई-रिक्शा रूट पर उतरेंगे। उल्लंघन करने वालों पर चालानी कार्रवाई की जाएगी। (205, 1709, 377, 1815)
students-headline: छात्रों की समस्याएं लेकर आने पर विवि के गेट बंद नहीं किए जाएं (1179, 1223, 1532, 1275)
wedding-headline: विदा के समय कमरे से जेवर-नकदी चोरी, धक्का देकर भागा चोर (205, 1223, 831, 1254)
reg-dot-magenta (1449, 2344, 1462, 2357)
camera-box-headline: कैमरे से खटराब (579, 1265, 766, 1297)
exam-body-col-2 (224, 952, 410, 1213)
wedding-body-col-2: लिंक रोड एन्जॉय रिसॉर्ट से संपन्न हुआ। जिसके बाद शुक्रवार सुबह पूरा परिवार बेटी की विदाई के लिए कमरे में पहुंचा। वहां दुल्हन के जेवर और नकदी से भरा बैग रखा था। इसी दौरान एक अज्ञात युवक कमरे में घुसा और जेवर-नकदी से भरा बैग लेकर भागने लगा। परिजनों ने पकड़ने की कोशिश की तो वह धक्का देकर भाग निकला। हालांकि मामले में पुलिस ने शिकायत लेकर जांच शुरू कर दी है। बताया गया कि चोर जिस बैग को लेकर भागा उसमें सोने-चांदी के जेवर, नकदी और कीमती सामान था। (384, 1306, 572, 1439)
exam-headline: परीक्षा केंद्रों के निर्धारण में उच्च शिक्षा विभाग का दखल होगा (23, 917, 517, 943)
exam-body-col-1: जानकारी के अनुसार विभाग एक कमेटी बनाकर भेजेगा जो विवि की सेंटर निर्धारण कमेटी के साथ मिलकर सेंटरों का निर्धारण करेगी। विवि ने स्नातक सेकंड और फोर्थ सेमेस्टर की परीक्षाएं जल्द घोषित करने की तैयारी की है। (23, 1120, 215, 1171)
paragraph: फर्स्ट और थर्ड ईयर के परीक्षा फॉर्म भरने के बाद परीक्षाएं 22 मार्च से शुरू होंगी। परीक्षा कार्यक्रम विवि की वेबसाइट पर जारी कर दिया गया है। (224, 1100, 410, 1138)
accident-body-col-1: पनिहार हाईवे पर सड़क क्रॉस कर रहे पिता-पुत्र को ट्रक ने टक्कर मार दी। हादसे में पिता की मौत हो गई। पुलिस ने शव को पोस्टमार्टम हाउस पहुंचाया। हादसे के बाद चालक ट्रक छोड़कर फरार हो गया। पुलिस ने मर्ग कायम कर जांच शुरू कर दी है। (384, 1716, 572, 1781)
